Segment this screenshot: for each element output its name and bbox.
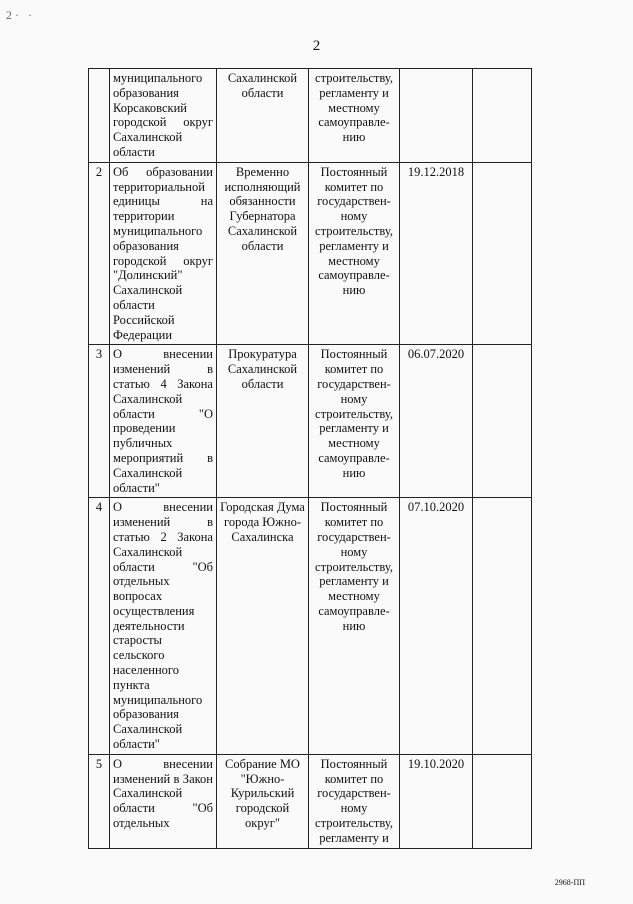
page-number: 2 [312, 38, 321, 54]
responsible-committee: строительству, регламенту и местному самоуправле-нию [309, 69, 400, 163]
row-number [89, 69, 110, 163]
bills-table [88, 68, 532, 849]
empty-cell [473, 754, 532, 848]
table-row [89, 345, 532, 498]
row-number: 2 [89, 162, 110, 345]
table-row [89, 162, 532, 345]
bill-title: О внесении изменений в статью 4 Закона Сахалинской области "О проведении публичных мероприятий в Сахалинской области" [110, 345, 217, 498]
row-number: 4 [89, 498, 110, 755]
row-number: 3 [89, 345, 110, 498]
bill-title: О внесении изменений в Закон Сахалинской области "Об отдельных [110, 754, 217, 848]
corner-scan-mark: 2· · [6, 8, 35, 22]
table-row [89, 498, 532, 755]
submission-date: 06.07.2020 [400, 345, 473, 498]
document-code: 2968-ПП [554, 878, 585, 887]
bill-title: муниципального образования Корсаковский городской округ Сахалинской области [110, 69, 217, 163]
responsible-committee: Постоянный комитет по государствен-ному строительству, регламенту и местному самоуправле-нию [309, 162, 400, 345]
responsible-committee: Постоянный комитет по государствен-ному строительству, регламенту и [309, 754, 400, 848]
submission-date: 19.10.2020 [400, 754, 473, 848]
initiator: Собрание МО "Южно-Курильский городской округ" [217, 754, 309, 848]
bill-title: О внесении изменений в статью 2 Закона Сахалинской области "Об отдельных вопросах осуществления деятельности старосты сельского населенного пункта муниципального образования Сахалинской области" [110, 498, 217, 755]
bill-title: Об образовании территориальной единицы на территории муниципального образования городской округ "Долинский" Сахалинской области Российской Федерации [110, 162, 217, 345]
table-row [89, 69, 532, 163]
empty-cell [473, 69, 532, 163]
empty-cell [473, 345, 532, 498]
empty-cell [473, 162, 532, 345]
submission-date [400, 69, 473, 163]
submission-date: 07.10.2020 [400, 498, 473, 755]
initiator: Прокуратура Сахалинской области [217, 345, 309, 498]
responsible-committee: Постоянный комитет по государствен-ному строительству, регламенту и местному самоуправле-нию [309, 498, 400, 755]
submission-date: 19.12.2018 [400, 162, 473, 345]
initiator: Временно исполняющий обязанности Губернатора Сахалинской области [217, 162, 309, 345]
table-row [89, 754, 532, 848]
responsible-committee: Постоянный комитет по государствен-ному строительству, регламенту и местному самоуправле-нию [309, 345, 400, 498]
initiator: Сахалинской области [217, 69, 309, 163]
initiator: Городская Дума города Южно-Сахалинска [217, 498, 309, 755]
row-number: 5 [89, 754, 110, 848]
empty-cell [473, 498, 532, 755]
